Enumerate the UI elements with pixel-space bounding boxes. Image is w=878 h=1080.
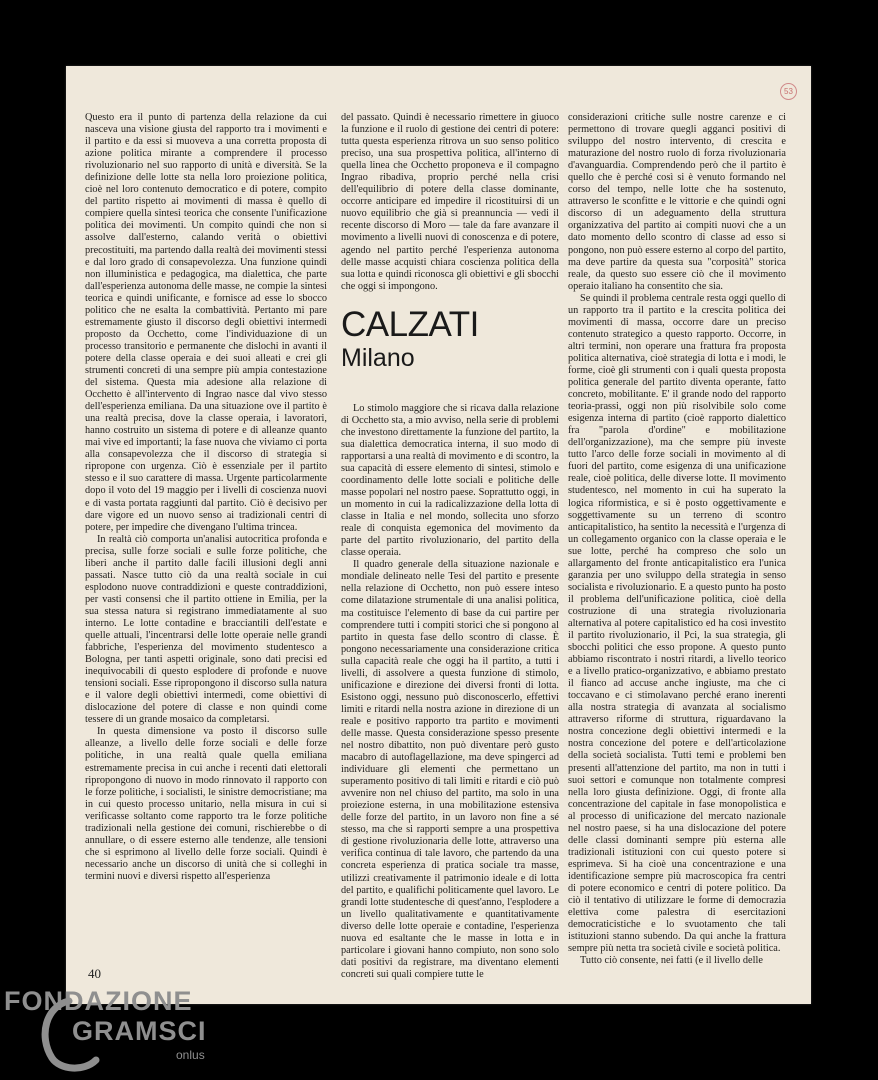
watermark-line1: FONDAZIONE bbox=[4, 986, 193, 1016]
page-number: 40 bbox=[88, 966, 101, 981]
paragraph: Il quadro generale della situazione nazionale e mondiale delineato nelle Tesi del partito e presente nella relazione di Occhetto, non può essere inteso come dilatazione strumentale di una analisi politica, ma costituisce l'elemento di base da cui partire per comprendere tutti i compiti storici che si pongono al partito in questa fase dello scontro di classe. È pongono necessariamente una considerazione critica sulla capacità reale che oggi ha il partito, a tutti i livelli, di assolvere a questa funzione di stimolo, unificazione e direzione dei diversi fronti di lotta. Esistono oggi, nessuno può disconoscerlo, effettivi limiti e ritardi nella nostra azione in direzione di un reale e positivo rapporto tra partito e movimenti delle masse. Questa considerazione spesso presente nel nostro dibattito, non può diventare però gusto macabro di autoflagellazione, ma deve spingerci ad individuare gli elementi che permettano un superamento positivo di tali limiti e ritardi e ciò può avvenire non nel chiuso del partito, ma solo in una proiezione esterna, in una mobilitazione estensiva delle forze del partito, in un lavoro non fine a sé stesso, ma che si rapporti sempre a una prospettiva di gestione rivoluzionaria delle lotte, attraverso una verifica continua di tale lavoro, che partendo da una concreta esperienza di pratica sociale tra masse, utilizzi creativamente il patrimonio ideale e di lotta del partito, e qualifichi politicamente quel lavoro. Le grandi lotte studentesche di quest'anno, l'esplodere a un livello qualitativamente e quantitativamente diverso delle lotte operaie e contadine, l'esperienza nuova ed esaltante che le masse in lotta e in particolare i giovani hanno compiuto, non sono solo dati positivi da registrare, ma diventano elementi concreti sui quali compiere tutte le bbox=[341, 559, 559, 980]
heading-name: CALZATI bbox=[341, 304, 479, 344]
heading-city: Milano bbox=[341, 343, 415, 372]
watermark-line2: GRAMSCI bbox=[72, 1016, 207, 1046]
paragraph: del passato. Quindi è necessario rimettere in giuoco la funzione e il ruolo di gestione dei centri di potere: tutta questa esperienza ritrova un suo senso politico preciso, una sua prospettiva politica, all'interno di quella linea che Occhetto proponeva e il compagno Ingrao ribadiva, proprio perché nella crisi dell'equilibrio di potere della classe dominante, occorre anticipare ed impedire il ricostituirsi di un nuovo equilibrio che già si preannuncia — vedi il recente discorso di Moro — tale da fare avanzare il movimento a livelli nuovi di conoscenza e di potere, agendo nel partito perché l'esperienza autonoma delle masse acquisti chiara coscienza politica della sua lotta e quindi riconosca gli obiettivi e gli sbocchi che oggi si impongono. bbox=[341, 112, 559, 292]
paragraph: Lo stimolo maggiore che si ricava dalla relazione di Occhetto sta, a mio avviso, nella serie di problemi che investono direttamente la funzione del partito, la sua dialettica democratica interna, il suo modo di rapportarsi a una realtà di movimento e di scontro, la sua capacità di essere elemento di sintesi, stimolo e coordinamento delle lotte sociali e politiche delle masse popolari nel nostro paese. Soprattutto oggi, in un momento in cui la radicalizzazione della lotta di classe in Italia e nel mondo, sollecita uno sforzo reale di conquista egemonica del movimento da parte del partito rivoluzionario, del partito della classe operaia. bbox=[341, 402, 559, 559]
paragraph: Se quindi il problema centrale resta oggi quello di un rapporto tra il partito e la crescita politica dei movimenti di massa, occorre dare un preciso contenuto strategico a questo rapporto. Occorre, in altri termini, non operare una frattura fra proposta politica alternativa, cioè strategia di lotta e i modi, le forme, cioè gli strumenti con i quali questa proposta politica generale del partito diventa operante, fatto concreto, mobilitante. E' il grande nodo del rapporto teoria-prassi, oggi non più risolvibile solo come esigenza interna di partito (cioè rapporto dialettico fra "parola d'ordine" e mobilitazione dell'organizzazione), ma che sempre più investe tutto l'arco delle forze sociali in movimento al di fuori del partito, come esigenza di una unificazione reale, cioè politica, delle diverse lotte. Il movimento studentesco, nel momento in cui ha superato la logica riformistica, e si è posto oggettivamente e soggettivamente su un terreno di scontro anticapitalistico, ha sentito la necessità e l'urgenza di un collegamento organico con la classe operaia e le sue lotte, perché ha compreso che solo un allargamento del fronte anticapitalistico era l'unica garanzia per uno sviluppo della strategia in senso socialista e rivoluzionario. E a questo punto ha posto il problema dell'unificazione politica, cioè della costruzione di una strategia rivoluzionaria alternativa al potere capitalistico ed ha così investito il partito rivoluzionario, il Pci, la sua strategia, gli sbocchi politici che esso propone. A questo punto abbiamo riscontrato i nostri ritardi, a livello teorico e a livello pratico-organizzativo, e abbiamo prestato il fianco ad accuse anche ingiuste, ma che ci toccavano e ci stimolavano perché erano inerenti alla nostra strategia di avanzata al socialismo attraverso riforme di struttura, riguardavano la nostra concezione degli obiettivi intermedi e la nostra concezione del potere e dell'articolazione della società socialista. Tutti temi e problemi ben presenti all'attenzione del partito, ma non in tutti i suoi settori e comunque non totalmente compresi nella loro giusta definizione. Oggi, di fronte alla concentrazione del capitale in fase monopolistica e al processo di unificazione del mercato nazionale nel nostro paese, si ha una dislocazione del potere delle classi dominanti sempre più esterna alle tradizionali istituzioni con cui questo potere si esprimeva. Si ha cioè una concentrazione e una identificazione sempre più macroscopica fra centri di potere economico e centri di potere politico. Da ciò il tentativo di utilizzare le forme di democrazia elettiva come palestra di esercitazioni democraticistiche e lo svuotamento che tali istituzioni stanno subendo. Da qui anche la frattura sempre più netta tra società civile e società politica. bbox=[568, 292, 786, 955]
column-2 bbox=[341, 112, 559, 981]
paragraph: considerazioni critiche sulle nostre carenze e ci permettono di trovare quegli agganci positivi di sviluppo del nostro intervento, di crescita e maturazione del nostro ruolo di forza rivoluzionaria d'avanguardia. Comprendendo però che il partito è quello che è perché così si è venuto formando nel corso del tempo, nelle lotte che ha sostenuto, attraverso le sconfitte e le vittorie e che quindi ogni discorso di un adeguamento della struttura organizzativa del partito ai compiti nuovi che a un dato momento dello scontro di classe ad esso si pongono, non può essere esterno al corpo del partito, ma deve partire da questa sua "corposità" storica reale, da questo suo essere ciò che il movimento operaio italiano ha consentito che sia. bbox=[568, 112, 786, 292]
scanned-page bbox=[66, 66, 811, 1004]
archive-stamp: 53 bbox=[780, 83, 797, 100]
paragraph: Questo era il punto di partenza della relazione da cui nasceva una visione giusta del rapporto tra i movimenti e il partito e da essi si muoveva a una corretta proposta di azione politica mirante a comprendere il processo rivoluzionario nel suo rapporto di unità e diversità. Se la definizione delle lotte sta nella loro proiezione politica, cioè nel loro contenuto democratico e di potere, compito del partito rispetto ai movimenti di massa è quello di compiere quella sintesi teorica che consente l'unificazione politica dei movimenti. Un compito quindi che non si assolve dall'esterno, calando verità o obiettivi precostituiti, ma partendo dalla realtà dei movimenti stessi e dal loro grado di consapevolezza. Una funzione quindi non illuministica e pedagogica, ma dialettica, che parte dall'esperienza autonoma delle masse, ne compie la sintesi teorica e quindi unificante, e fornisce ad esse lo sbocco politico che ne esalta la combattività. Pertanto mi pare estremamente giusto il discorso degli obiettivi intermedi proposto da Occhetto, come l'individuazione di un processo transitorio e permanente che dislochi in avanti il potere della classe operaia e dei suoi alleati e crei gli strumenti concreti di una sempre più ampia contestazione del sistema. Questa mia adesione alla relazione di Occhetto è all'intervento di Ingrao nasce dal vivo stesso dell'esperienza emiliana. Da una situazione ove il partito è una realtà precisa, dove la classe operaia, i lavoratori, hanno costruito un sistema di potere e di alleanze quanto mai vive ed importanti; la fase nuova che viviamo ci porta alla consapevolezza che il discorso di strategia si ripropone con urgenza. Ciò è essenziale per il partito stesso e il suo carattere di massa. Urgente particolarmente dopo il voto del 19 maggio per i livelli di coscienza nuovi e di vasta portata raggiunti dal partito. Ciò è decisivo per dare vigore ed un nuovo senso ai tradizionali centri di potere, per impedire che divengano l'ultima trincea. bbox=[85, 112, 327, 533]
watermark-logo bbox=[4, 986, 224, 1076]
paragraph: In questa dimensione va posto il discorso sulle alleanze, a livello delle forze sociali e delle forze politiche, in una realtà quale quella emiliana estremamente precisa in cui anche i recenti dati elettorali ripropongono di nuovo in modo rinnovato il rapporto con le forze politiche, i socialisti, le sinistre democristiane; ma in cui questo processo unitario, nella misura in cui si verificasse soltanto come rapporto tra le forze politiche tradizionali nella gestione dei comuni, rischierebbe o di annullare, o di essere esterno alle tendenze, alle tensioni che si esprimono al livello delle forze sociali. Quindi è necessario anche un discorso di unità che si colleghi in termini nuovi e diversi rispetto all'esperienza bbox=[85, 726, 327, 882]
column-3 bbox=[568, 112, 786, 967]
article-heading bbox=[341, 304, 559, 373]
paragraph: In realtà ciò comporta un'analisi autocritica profonda e precisa, sulle forze sociali e sulle forze politiche, che liberi anche il partito dalle facili illusioni degli anni passati. Nasce tutto ciò da una realtà sociale in cui esplodono nuove contraddizioni e queste contraddizioni, per vasti consensi che il partito ottiene in Emilia, per la sua stessa natura si registrano immediatamente al suo interno. Le lotte contadine e bracciantili dell'estate e quelle attuali, l'incentrarsi delle lotte operaie nelle grandi fabbriche, l'esperienza del movimento studentesco a Bologna, per tanti aspetti originale, sono dati precisi ed inequivocabili di questo esplodere di profonde e nuove tensioni sociali. Esse ripropongono il discorso sulla natura e il valore degli obiettivi intermedi, come obiettivi di dislocazione del potere di classe e non quindi come tessere di un grande mosaico da completarsi. bbox=[85, 533, 327, 726]
watermark-line3: onlus bbox=[176, 1048, 205, 1062]
paragraph: Tutto ciò consente, nei fatti (e il livello delle bbox=[580, 955, 763, 967]
column-1 bbox=[85, 112, 327, 883]
